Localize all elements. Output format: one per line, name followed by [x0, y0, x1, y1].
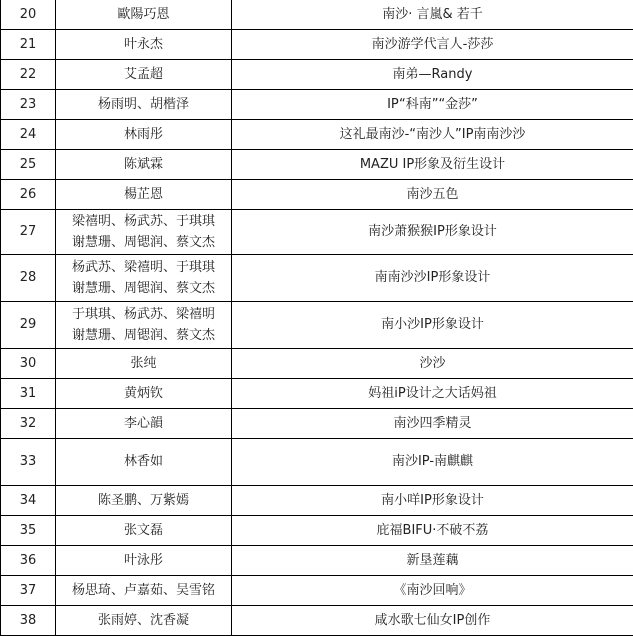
table-row	[1, 439, 633, 486]
author-names-line-1: 梁禧明、杨武苏、于琪琪	[56, 211, 231, 232]
author-names: 叶泳彤	[56, 546, 232, 576]
author-names: 张雨婷、沈香凝	[56, 606, 232, 636]
table-row	[1, 0, 633, 30]
table-row	[1, 210, 633, 255]
table-row	[1, 516, 633, 546]
author-names: 陈圣鹏、万紫嫣	[56, 486, 232, 516]
work-title: 沙沙	[232, 349, 633, 379]
row-number: 25	[1, 150, 56, 180]
row-number: 27	[1, 210, 56, 255]
table-row	[1, 546, 633, 576]
author-names: 林香如	[56, 439, 232, 486]
row-number: 28	[1, 255, 56, 302]
author-names: 张文磊	[56, 516, 232, 546]
row-number: 24	[1, 120, 56, 150]
author-names-line-2: 谢慧珊、周锶润、蔡文杰	[56, 278, 231, 299]
row-number: 35	[1, 516, 56, 546]
work-title: 南小沙IP形象设计	[232, 302, 633, 349]
work-title: 南小咩IP形象设计	[232, 486, 633, 516]
author-names: 艾孟超	[56, 60, 232, 90]
work-title: 南弟—Randy	[232, 60, 633, 90]
work-title: 新垦莲藕	[232, 546, 633, 576]
table-row	[1, 409, 633, 439]
row-number: 36	[1, 546, 56, 576]
author-names	[56, 255, 232, 302]
row-number: 23	[1, 90, 56, 120]
table-row	[1, 349, 633, 379]
author-names: 黄炳钦	[56, 379, 232, 409]
author-names: 林雨彤	[56, 120, 232, 150]
author-names: 杨雨明、胡楷泽	[56, 90, 232, 120]
work-title: 这礼最南沙-“南沙人”IP南南沙沙	[232, 120, 633, 150]
table-row	[1, 60, 633, 90]
table-row	[1, 486, 633, 516]
work-title: 南沙· 言嵐& 若千	[232, 0, 633, 30]
work-title: 南沙四季精灵	[232, 409, 633, 439]
row-number: 21	[1, 30, 56, 60]
author-names: 张纯	[56, 349, 232, 379]
work-title: 南沙游学代言人-莎莎	[232, 30, 633, 60]
work-title: 南南沙沙IP形象设计	[232, 255, 633, 302]
author-names: 杨思琦、卢嘉茹、吴雪铭	[56, 576, 232, 606]
table-row	[1, 255, 633, 302]
table-row	[1, 302, 633, 349]
work-title: 庇福BIFU·不破不荔	[232, 516, 633, 546]
table-row	[1, 120, 633, 150]
work-title: MAZU IP形象及衍生设计	[232, 150, 633, 180]
table-row	[1, 30, 633, 60]
author-names	[56, 302, 232, 349]
row-number: 34	[1, 486, 56, 516]
table-row	[1, 90, 633, 120]
author-names-line-2: 谢慧珊、周锶润、蔡文杰	[56, 232, 231, 253]
author-names-line-1: 于琪琪、杨武苏、梁禧明	[56, 304, 231, 325]
row-number: 32	[1, 409, 56, 439]
author-names-line-1: 杨武苏、梁禧明、于琪琪	[56, 257, 231, 278]
table-row	[1, 379, 633, 409]
row-number: 26	[1, 180, 56, 210]
author-names: 李心韻	[56, 409, 232, 439]
work-title: 南沙IP-南麒麒	[232, 439, 633, 486]
work-title: 南沙五色	[232, 180, 633, 210]
work-title: 南沙萧猴猴IP形象设计	[232, 210, 633, 255]
table-row	[1, 606, 633, 636]
table-row	[1, 180, 633, 210]
row-number: 31	[1, 379, 56, 409]
row-number: 22	[1, 60, 56, 90]
row-number: 38	[1, 606, 56, 636]
works-table-body	[1, 0, 633, 636]
author-names	[56, 210, 232, 255]
table-row	[1, 576, 633, 606]
row-number: 37	[1, 576, 56, 606]
row-number: 30	[1, 349, 56, 379]
row-number: 29	[1, 302, 56, 349]
author-names: 歐陽巧恩	[56, 0, 232, 30]
row-number: 33	[1, 439, 56, 486]
work-title: 妈祖iP设计之大话妈祖	[232, 379, 633, 409]
author-names: 楊芷恩	[56, 180, 232, 210]
author-names: 叶永杰	[56, 30, 232, 60]
author-names-line-2: 谢慧珊、周锶润、蔡文杰	[56, 325, 231, 346]
work-title: 《南沙回响》	[232, 576, 633, 606]
author-names: 陈斌霖	[56, 150, 232, 180]
work-title: 咸水歌七仙女IP创作	[232, 606, 633, 636]
table-row	[1, 150, 633, 180]
work-title: IP“科南”“金莎”	[232, 90, 633, 120]
row-number: 20	[1, 0, 56, 30]
